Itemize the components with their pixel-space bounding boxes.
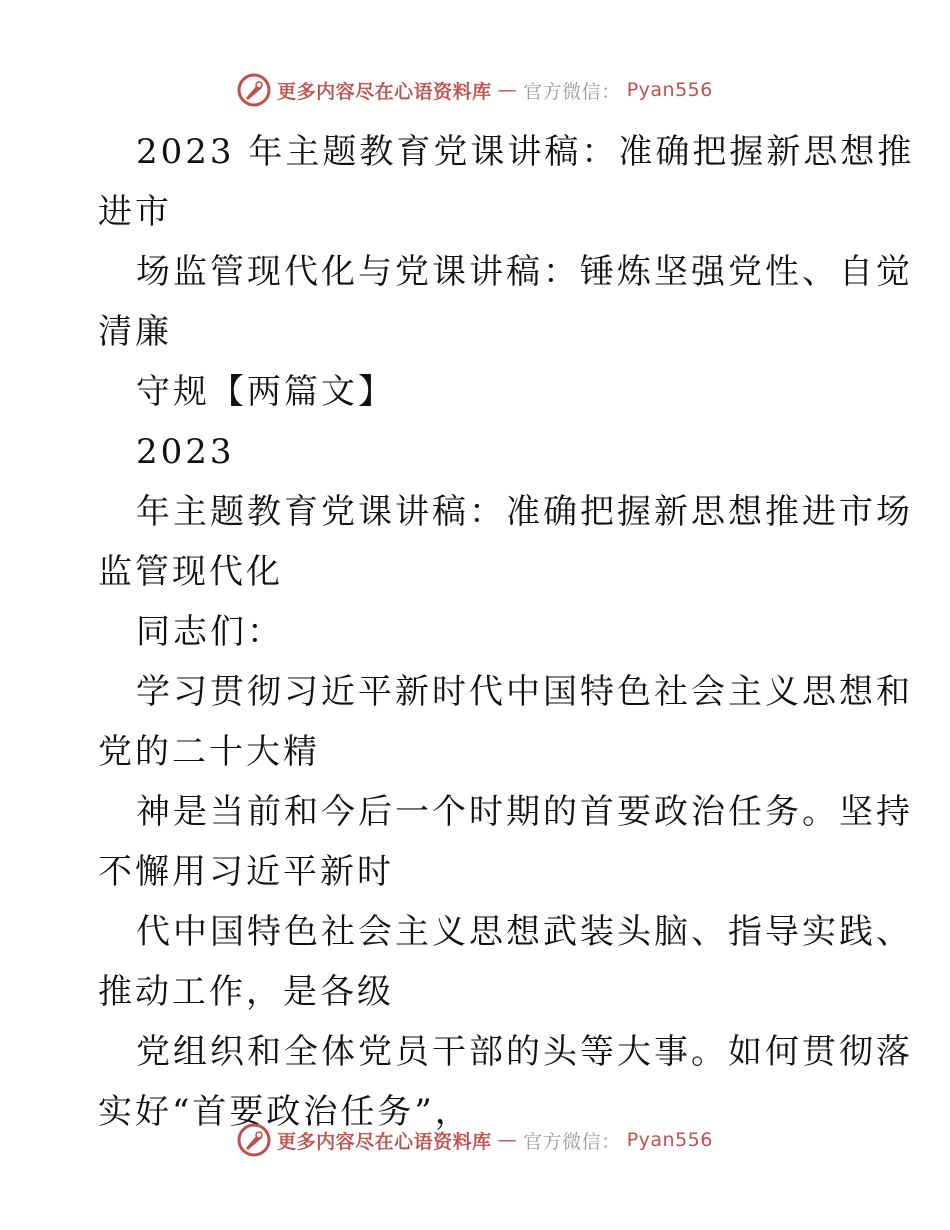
section-title-line-2: 监管现代化 [98, 552, 283, 592]
footer-watermark [0, 1120, 950, 1160]
paragraph-line-4: 不懈用习近平新时 [98, 852, 394, 892]
document-body [98, 122, 915, 1142]
section-year: 2023 [136, 432, 235, 472]
watermark-main-text: 更多内容尽在心语资料库 [277, 80, 492, 103]
pen-nib-logo-icon [237, 1123, 271, 1157]
paragraph-line-5: 代中国特色社会主义思想武装头脑、指导实践、 [136, 912, 913, 952]
watermark-dash: — [497, 1129, 518, 1151]
salutation: 同志们： [136, 612, 284, 652]
watermark-wechat-id: Pyan556 [626, 79, 713, 101]
title-line-4: 清廉 [98, 312, 172, 352]
pen-nib-logo-icon [237, 73, 271, 107]
paragraph-line-2: 党的二十大精 [98, 732, 320, 772]
watermark-label: 官方微信： [523, 80, 621, 103]
header-watermark [0, 70, 950, 110]
paragraph-line-6: 推动工作，是各级 [98, 972, 394, 1012]
paragraph-line-7: 党组织和全体党员干部的头等大事。如何贯彻落 [136, 1032, 913, 1072]
paragraph-line-3: 神是当前和今后一个时期的首要政治任务。坚持 [136, 792, 913, 832]
watermark-label: 官方微信： [523, 1130, 621, 1153]
title-line-1: 2023 年主题教育党课讲稿：准确把握新思想推 [136, 132, 915, 172]
paragraph-line-8: 实好“首要政治任务”， [98, 1092, 472, 1132]
title-line-2: 进市 [98, 192, 172, 232]
title-line-5: 守规【两篇文】 [136, 372, 395, 412]
watermark-main-text: 更多内容尽在心语资料库 [277, 1130, 492, 1153]
watermark-dash: — [497, 79, 518, 101]
paragraph-line-1: 学习贯彻习近平新时代中国特色社会主义思想和 [136, 672, 913, 712]
title-line-3: 场监管现代化与党课讲稿：锤炼坚强党性、自觉 [136, 252, 913, 292]
section-title-line-1: 年主题教育党课讲稿：准确把握新思想推进市场 [136, 492, 913, 532]
watermark-wechat-id: Pyan556 [626, 1129, 713, 1151]
